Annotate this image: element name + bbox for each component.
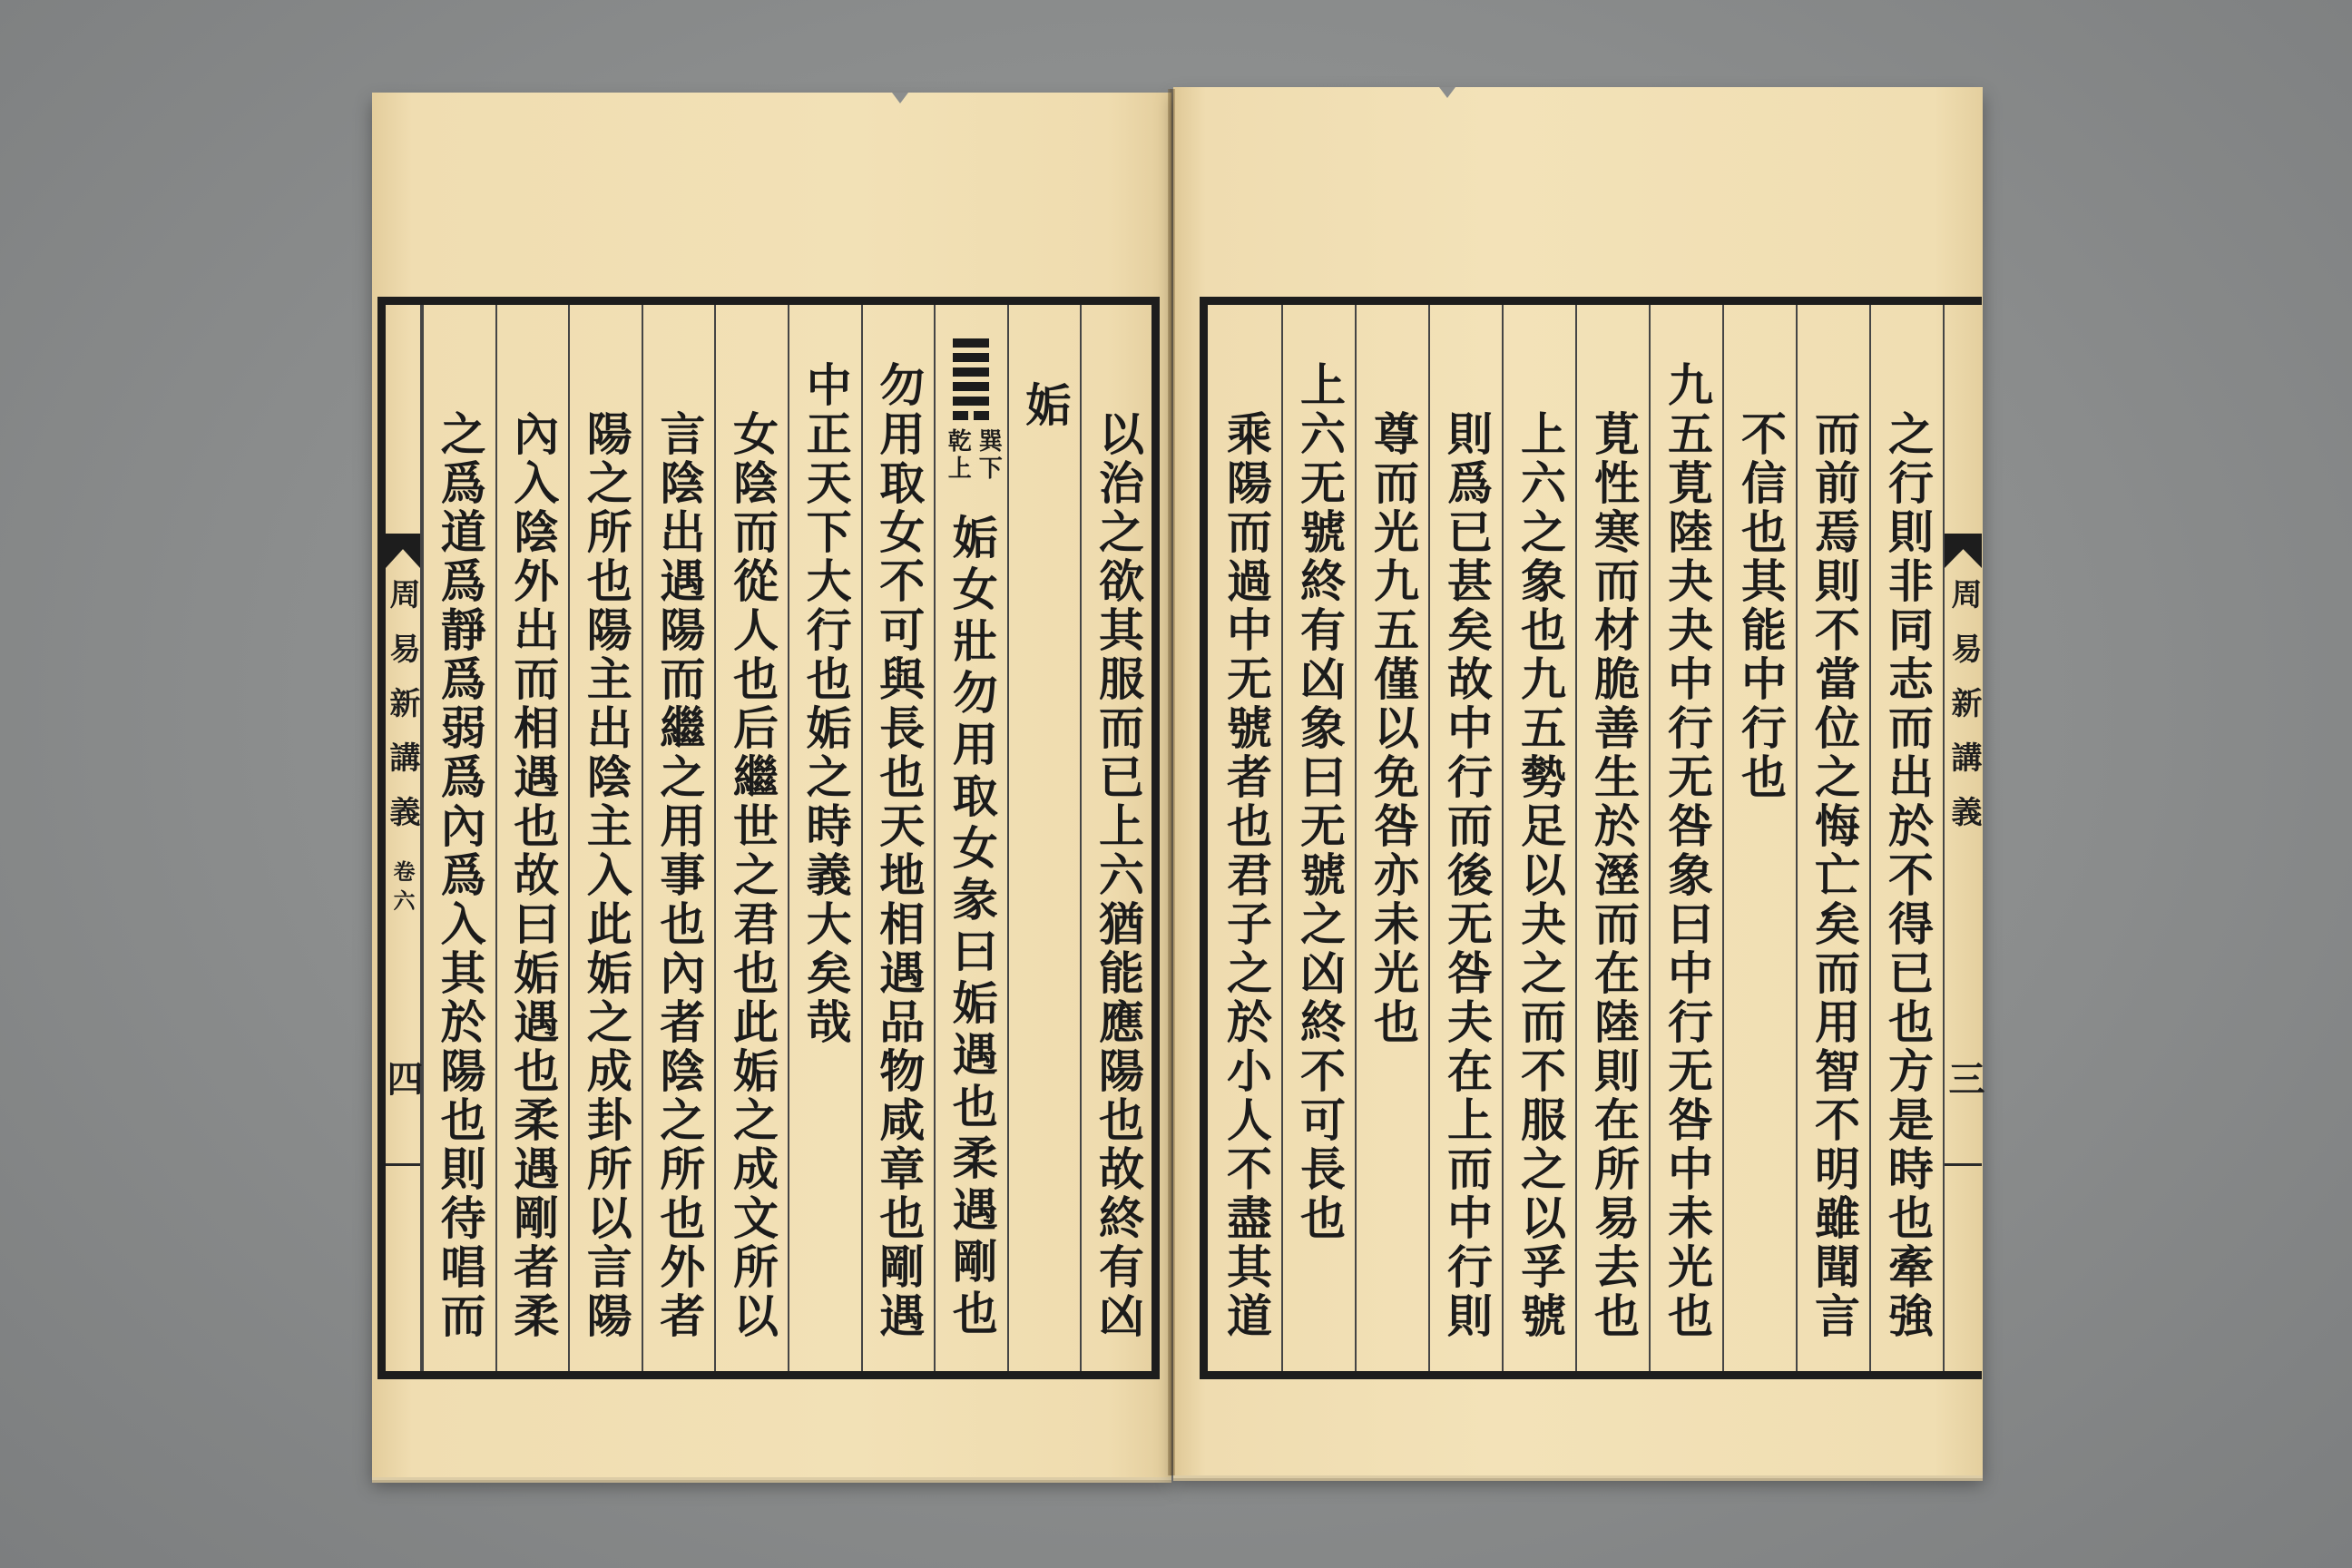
book-title: 周易新講義 <box>384 578 420 850</box>
hexagram-line <box>953 353 989 362</box>
commentary-text: 乘陽而過中无號者也君子之於小人不盡其道 <box>1220 410 1273 1341</box>
fish-tail-mark <box>1945 534 1982 568</box>
text-column <box>422 305 495 1371</box>
book-gutter <box>1168 89 1175 1475</box>
classic-text: 中正天下大行也姤之時義大矣哉 <box>799 361 853 1047</box>
fish-tail-mark <box>386 534 420 568</box>
right-center-margin <box>1943 305 1985 1371</box>
text-column <box>1722 305 1796 1371</box>
commentary-text: 內入陰外出而相遇也故曰姤遇也柔遇剛者柔 <box>506 410 561 1341</box>
page-number: 三 <box>1943 1060 1985 1096</box>
hexagram-column <box>934 305 1007 1371</box>
commentary-text: 不信也其能中行也 <box>1734 410 1788 802</box>
commentary-text: 言陰出遇陽而繼之用事也內者陰之所也外者 <box>652 410 707 1341</box>
page-notch <box>892 93 908 103</box>
commentary-text: 尊而光九五僅以免咎亦未光也 <box>1367 410 1420 1047</box>
text-column <box>1575 305 1649 1371</box>
hexagram-line <box>953 368 989 377</box>
commentary-text: 以治之欲其服而已上六猶能應陽也故終有凶 <box>1091 410 1145 1341</box>
text-column <box>1428 305 1502 1371</box>
hexagram-symbol <box>953 338 989 426</box>
classic-text: 上六无號終有凶象曰无號之凶終不可長也 <box>1293 361 1347 1243</box>
commentary-text: 而前焉則不當位之悔亡矣而用智不明雖聞言 <box>1808 410 1861 1341</box>
hexagram-line <box>953 397 989 406</box>
volume-label: 卷六 <box>389 860 416 918</box>
hexagram-line <box>953 338 989 348</box>
classic-text: 姤女壯勿用取女彖曰姤遇也柔遇剛也 <box>945 514 999 1341</box>
text-column <box>1281 305 1355 1371</box>
text-column <box>642 305 715 1371</box>
commentary-text: 莧性寒而材脆善生於溼而在陸則在所易去也 <box>1587 410 1641 1341</box>
text-column <box>1007 305 1081 1371</box>
commentary-text: 之爲道爲靜爲弱爲內爲入其於陽也則待唱而 <box>433 410 487 1341</box>
hexagram-line <box>953 382 989 391</box>
left-page-frame <box>377 297 1160 1379</box>
commentary-text: 上六之象也九五勢足以夬之而不服之以孚號 <box>1514 410 1567 1341</box>
text-column <box>1869 305 1943 1371</box>
text-column <box>1208 305 1281 1371</box>
commentary-text: 陽之所也陽主出陰主入此姤之成卦所以言陽 <box>579 410 633 1341</box>
left-center-margin <box>381 305 424 1371</box>
classic-text: 九五莧陸夬夬中行无咎象曰中行无咎中未光也 <box>1661 361 1714 1341</box>
right-page-frame <box>1200 297 1985 1379</box>
commentary-text: 則爲已甚矣故中行而後无咎夫在上而中行則 <box>1440 410 1494 1341</box>
text-column <box>788 305 861 1371</box>
text-column <box>861 305 935 1371</box>
book-title: 周易新講義 <box>1945 578 1982 850</box>
page-number: 四 <box>381 1060 424 1096</box>
margin-rule <box>386 1163 420 1166</box>
text-column <box>1080 305 1153 1371</box>
classic-text: 勿用取女不可與長也天地相遇品物咸章也剛遇 <box>872 361 926 1341</box>
page-notch <box>1439 87 1455 98</box>
commentary-text: 女陰而從人也后繼世之君也此姤之成文所以 <box>725 410 779 1341</box>
upper-trigram-label: 乾上 <box>944 428 972 483</box>
text-column <box>568 305 642 1371</box>
text-column <box>1796 305 1869 1371</box>
hexagram-title: 姤 <box>1018 381 1073 430</box>
text-column <box>1502 305 1575 1371</box>
hexagram-line <box>953 411 989 420</box>
text-column <box>1355 305 1428 1371</box>
commentary-text: 之行則非同志而出於不得已也方是時也牽強 <box>1881 410 1935 1341</box>
lower-trigram-label: 巽下 <box>975 428 1003 483</box>
text-column <box>495 305 569 1371</box>
text-column <box>714 305 788 1371</box>
text-column <box>1649 305 1722 1371</box>
margin-rule <box>1945 1163 1982 1166</box>
